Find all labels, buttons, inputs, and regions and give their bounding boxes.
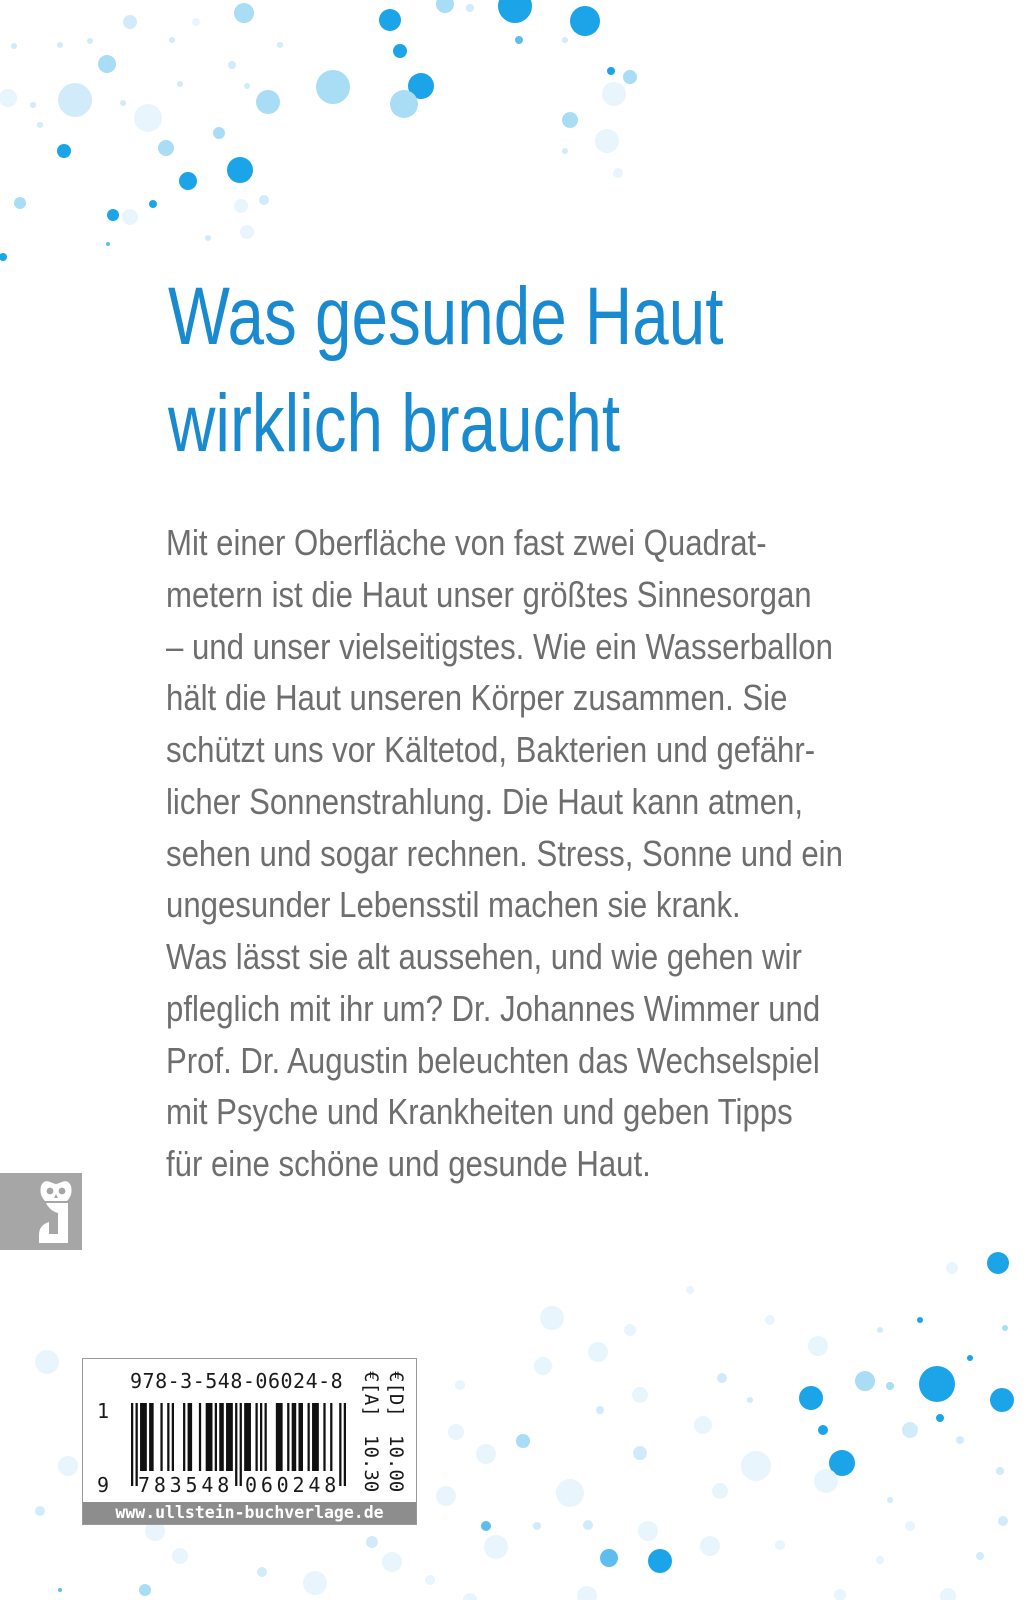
dot	[990, 1388, 1014, 1412]
dot	[498, 0, 532, 23]
dot	[515, 36, 523, 44]
blurb-line: für eine schöne und gesunde Haut.	[166, 1143, 651, 1184]
dot	[303, 1571, 327, 1595]
dot	[234, 3, 254, 23]
dot	[747, 1397, 753, 1403]
dot	[227, 157, 253, 183]
owl-logo-icon	[0, 1173, 82, 1250]
barcode-bar	[226, 1403, 233, 1471]
dot	[481, 1521, 491, 1531]
dot	[35, 1506, 45, 1516]
barcode-guard-bar	[235, 1403, 237, 1486]
barcode-bar	[287, 1403, 289, 1471]
dot	[169, 37, 175, 43]
blurb-line: – und unser vielseitigstes. Wie ein Wasserballon	[166, 625, 833, 667]
dot	[818, 1425, 828, 1435]
barcode-bar	[219, 1403, 224, 1471]
price-label-at: €[A]	[360, 1371, 382, 1417]
dot	[213, 127, 225, 139]
dot	[277, 42, 283, 48]
dot	[158, 140, 174, 156]
dot	[14, 197, 26, 209]
dot	[98, 55, 116, 73]
dot	[30, 102, 36, 108]
dot	[588, 1342, 608, 1362]
dot	[886, 1382, 894, 1390]
dot	[686, 1286, 694, 1294]
dot	[956, 1436, 964, 1444]
dot	[244, 83, 250, 89]
dot	[905, 1521, 915, 1531]
barcode-bar	[292, 1403, 297, 1471]
dot	[623, 70, 637, 84]
barcode-bar	[330, 1403, 332, 1471]
dot	[1002, 1325, 1008, 1331]
dot	[382, 1552, 402, 1572]
dot	[256, 90, 280, 114]
dot	[946, 1262, 958, 1274]
dot	[58, 1588, 62, 1592]
dot	[172, 1548, 188, 1564]
dot	[0, 89, 17, 107]
dot	[11, 43, 17, 49]
dot	[602, 82, 626, 106]
dot	[577, 1586, 597, 1600]
dot	[808, 1336, 828, 1356]
blurb-line: Prof. Dr. Augustin beleuchten das Wechselspiel	[166, 1039, 820, 1081]
barcode-bar	[260, 1403, 262, 1471]
dot	[259, 195, 269, 205]
ean-left-digits: 783548	[138, 1473, 234, 1497]
dot	[122, 209, 138, 225]
blurb-line: sehen und sogar rechnen. Stress, Sonne und ein	[166, 832, 843, 874]
dot	[58, 83, 92, 117]
dot	[562, 37, 568, 43]
dot	[120, 100, 126, 106]
barcode-bar	[244, 1403, 251, 1471]
dot	[607, 67, 615, 75]
dot	[455, 1380, 465, 1390]
dot	[633, 1446, 647, 1460]
barcode-bar	[140, 1403, 147, 1471]
publisher-logo	[0, 1173, 82, 1250]
dot	[596, 1406, 604, 1414]
dot	[192, 18, 200, 26]
dot	[712, 1483, 728, 1499]
dot	[466, 4, 474, 12]
dot	[855, 1371, 875, 1391]
price-value-at: 10.30	[360, 1434, 382, 1492]
blurb-text	[166, 517, 843, 1190]
dot	[533, 1522, 541, 1530]
barcode-guard-bar	[240, 1403, 242, 1486]
dot	[799, 1386, 823, 1410]
dot	[741, 1451, 771, 1481]
barcode-box	[82, 1358, 417, 1525]
barcode-bar	[276, 1403, 283, 1471]
blurb-line: ungesunder Lebensstil machen sie krank.	[166, 884, 741, 926]
dot	[775, 1540, 785, 1550]
dot	[998, 1516, 1008, 1526]
price-label-de: €[D]	[385, 1371, 407, 1417]
dot	[139, 1584, 151, 1596]
blurb-line: metern ist die Haut unser größtes Sinnesorgan	[166, 573, 812, 615]
barcode-bar	[312, 1403, 319, 1471]
barcode-bar	[265, 1403, 267, 1471]
ean-first-digit: 9	[97, 1473, 110, 1497]
barcode-bar	[323, 1403, 325, 1471]
dot	[448, 1424, 464, 1440]
dot	[967, 1355, 973, 1361]
dot	[540, 1306, 564, 1330]
dot	[570, 6, 600, 36]
barcode-bar	[255, 1403, 257, 1471]
dot	[976, 1552, 984, 1560]
dot	[583, 1520, 593, 1530]
dot	[613, 168, 623, 178]
price-labels	[358, 1371, 408, 1492]
dot	[316, 70, 350, 104]
price-row-at	[358, 1371, 383, 1492]
dot	[234, 199, 248, 213]
dot	[205, 235, 211, 241]
barcode-bar	[183, 1403, 185, 1471]
dot	[996, 1467, 1004, 1475]
barcode-bar	[298, 1403, 303, 1471]
barcode-bar	[149, 1403, 154, 1471]
dot	[562, 148, 568, 154]
dot	[936, 1414, 944, 1422]
dot	[149, 200, 157, 208]
dot	[436, 0, 454, 13]
price-value-de: 10.00	[385, 1434, 407, 1492]
dot	[476, 1444, 496, 1464]
barcode-bar	[199, 1403, 201, 1471]
dot	[0, 253, 7, 261]
dot	[624, 1324, 636, 1336]
dot	[648, 1549, 672, 1573]
dot	[37, 122, 43, 128]
dot	[562, 112, 578, 128]
dot	[57, 144, 71, 158]
blurb-line: Mit einer Oberfläche von fast zwei Quadrat-	[166, 522, 767, 563]
barcode-bar	[160, 1403, 162, 1471]
barcode-guard-bar	[131, 1403, 133, 1486]
dot	[902, 1422, 918, 1438]
barcode-bar	[172, 1403, 174, 1471]
dot	[425, 1575, 435, 1585]
price-row-de	[383, 1371, 408, 1492]
barcode-bar	[206, 1403, 213, 1471]
dot	[917, 1317, 923, 1323]
barcode-bar	[215, 1403, 217, 1471]
dot	[834, 1589, 846, 1600]
dot	[179, 172, 197, 190]
dot	[638, 1521, 658, 1541]
dot	[87, 38, 93, 44]
dot	[379, 9, 401, 31]
dot	[694, 1416, 712, 1434]
dot	[134, 104, 162, 132]
dot	[717, 1373, 727, 1383]
dot	[987, 1252, 1009, 1274]
dot	[632, 1387, 648, 1403]
dot	[887, 1497, 893, 1503]
dot	[700, 1536, 720, 1556]
dot	[240, 225, 254, 239]
dot	[484, 1535, 508, 1559]
barcode-bar	[188, 1403, 193, 1471]
dot	[35, 1350, 59, 1374]
blurb-line: mit Psyche und Krankheiten und geben Tipps	[166, 1091, 793, 1133]
dot	[765, 1315, 775, 1325]
dot	[390, 90, 418, 118]
barcode-guard-bar	[344, 1403, 346, 1486]
barcode-bar	[308, 1403, 310, 1471]
dot	[58, 1456, 78, 1476]
blurb-line: licher Sonnenstrahlung. Die Haut kann atmen,	[166, 780, 804, 822]
dot	[257, 1567, 267, 1577]
headline-line-2: wirklich braucht	[168, 378, 621, 469]
dot	[876, 1556, 884, 1564]
dot	[106, 242, 110, 246]
headline-line-1: Was gesunde Haut	[168, 271, 724, 362]
barcode-bar	[167, 1403, 169, 1471]
dot	[940, 1588, 956, 1600]
dot	[463, 1593, 477, 1600]
dot	[877, 1327, 883, 1333]
dot	[107, 209, 119, 221]
dot	[177, 81, 183, 87]
dot	[123, 15, 137, 29]
dot	[393, 44, 407, 58]
dot	[919, 1366, 955, 1402]
dot	[814, 1469, 838, 1493]
dot	[534, 1357, 552, 1375]
dot	[600, 1549, 618, 1567]
dot	[228, 61, 236, 69]
publisher-url-strip	[83, 1502, 416, 1524]
blurb-line: pfleglich mit ihr um? Dr. Johannes Wimmer und	[166, 987, 821, 1029]
dot	[366, 1536, 378, 1548]
dot	[57, 42, 63, 48]
publisher-url: www.ullstein-buchverlage.de	[115, 1503, 384, 1522]
blurb-line: schützt uns vor Kältetod, Bakterien und gefähr-	[166, 729, 816, 770]
isbn-text: 978-3-548-06024-8	[130, 1369, 344, 1393]
headline	[168, 263, 723, 477]
dot	[436, 1486, 456, 1506]
blurb-line: hält die Haut unseren Körper zusammen. Sie	[166, 677, 788, 719]
dot	[595, 129, 619, 153]
ean-right-digits: 060248	[245, 1473, 341, 1497]
blurb-line: Was lässt sie alt aussehen, und wie gehen wir	[166, 936, 802, 977]
barcode-addon-digit: 1	[97, 1399, 110, 1423]
dot	[516, 1434, 530, 1448]
dot	[556, 1479, 584, 1507]
